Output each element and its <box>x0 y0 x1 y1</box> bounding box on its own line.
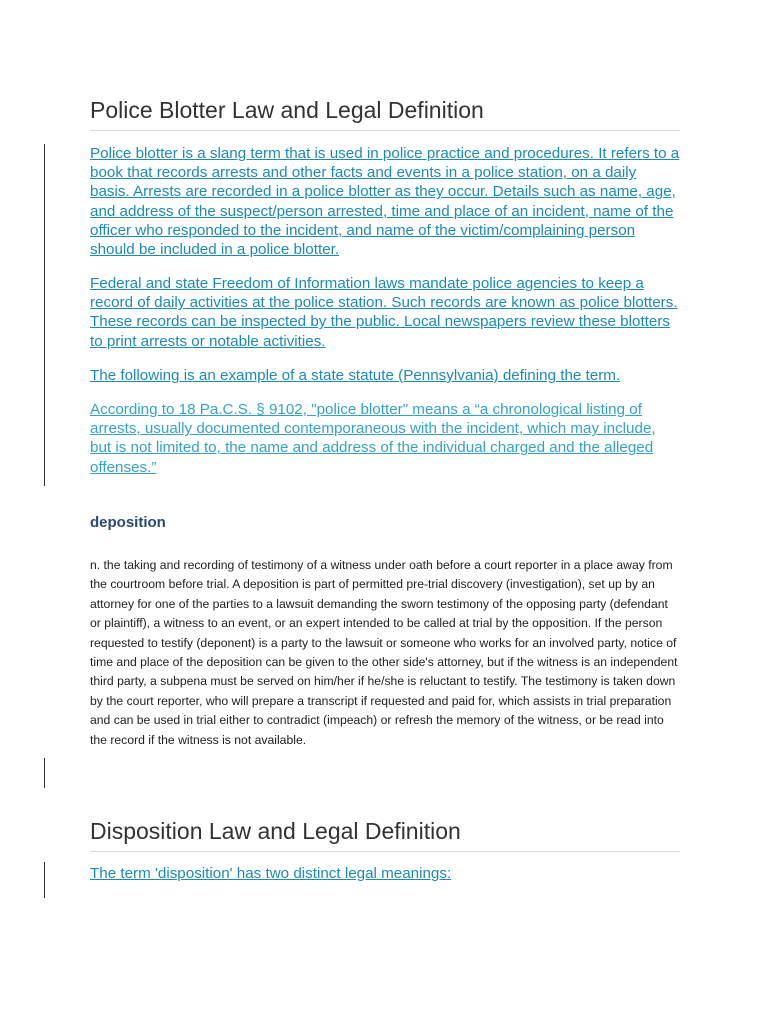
change-bar <box>44 862 45 898</box>
police-blotter-definition-link[interactable]: Police blotter is a slang term that is used in police practice and procedures. It refers to a book that records arrests and other facts and events in a police station, on a daily basis. Arrests are recorded in a police blotter as they occur. Details such as name, age, and address of the suspect/person arrested, time and place of an incident, name of the officer who responded to the incident, and name of the victim/complaining person should be included in a police blotter. <box>90 145 680 259</box>
pennsylvania-statute-quote-link[interactable]: According to 18 Pa.C.S. § 9102, "police blotter" means a “a chronological listing of arrests, usually documented contemporaneous with the incident, which may include, but is not limited to, the name and address of the individual charged and the alleged offenses.” <box>90 401 656 476</box>
change-bar <box>44 758 45 788</box>
section-title-police-blotter: Police Blotter Law and Legal Definition <box>90 97 680 131</box>
statute-example-link[interactable]: The following is an example of a state statute (Pennsylvania) defining the term. <box>90 367 621 384</box>
term-definition: n. the taking and recording of testimony of a witness under oath before a court reporter in a place away from the courtroom before trial. A deposition is part of permitted pre-trial discovery (investigation), set up by an attorney for one of the parties to a lawsuit demanding the sworn testimony of the opposing party (defendant or plaintiff), a witness to an event, or an expert intended to be called at trial by the opposition. If the person requested to testify (deponent) is a party to the lawsuit or someone who works for an involved party, notice of time and place of the deposition can be given to the other side's attorney, but if the witness is an independent third party, a subpena must be served on him/her if he/she is reluctant to testify. The testimony is taken down by the court reporter, who will prepare a transcript if requested and paid for, which assists in trial preparation and can be used in trial either to contradict (impeach) or refresh the memory of the witness, or be read into the record if the witness is not available. <box>90 558 678 747</box>
change-bar <box>44 144 45 486</box>
foia-paragraph-link[interactable]: Federal and state Freedom of Information laws mandate police agencies to keep a record of daily activities at the police station. Such records are known as police blotters. These records can be inspected by the public. Local newspapers review these blotters to print arrests or notable activities. <box>90 275 678 350</box>
section-title-disposition: Disposition Law and Legal Definition <box>90 818 680 852</box>
term-heading-deposition: deposition <box>90 514 166 531</box>
disposition-intro-link[interactable]: The term 'disposition' has two distinct legal meanings: <box>90 865 452 882</box>
